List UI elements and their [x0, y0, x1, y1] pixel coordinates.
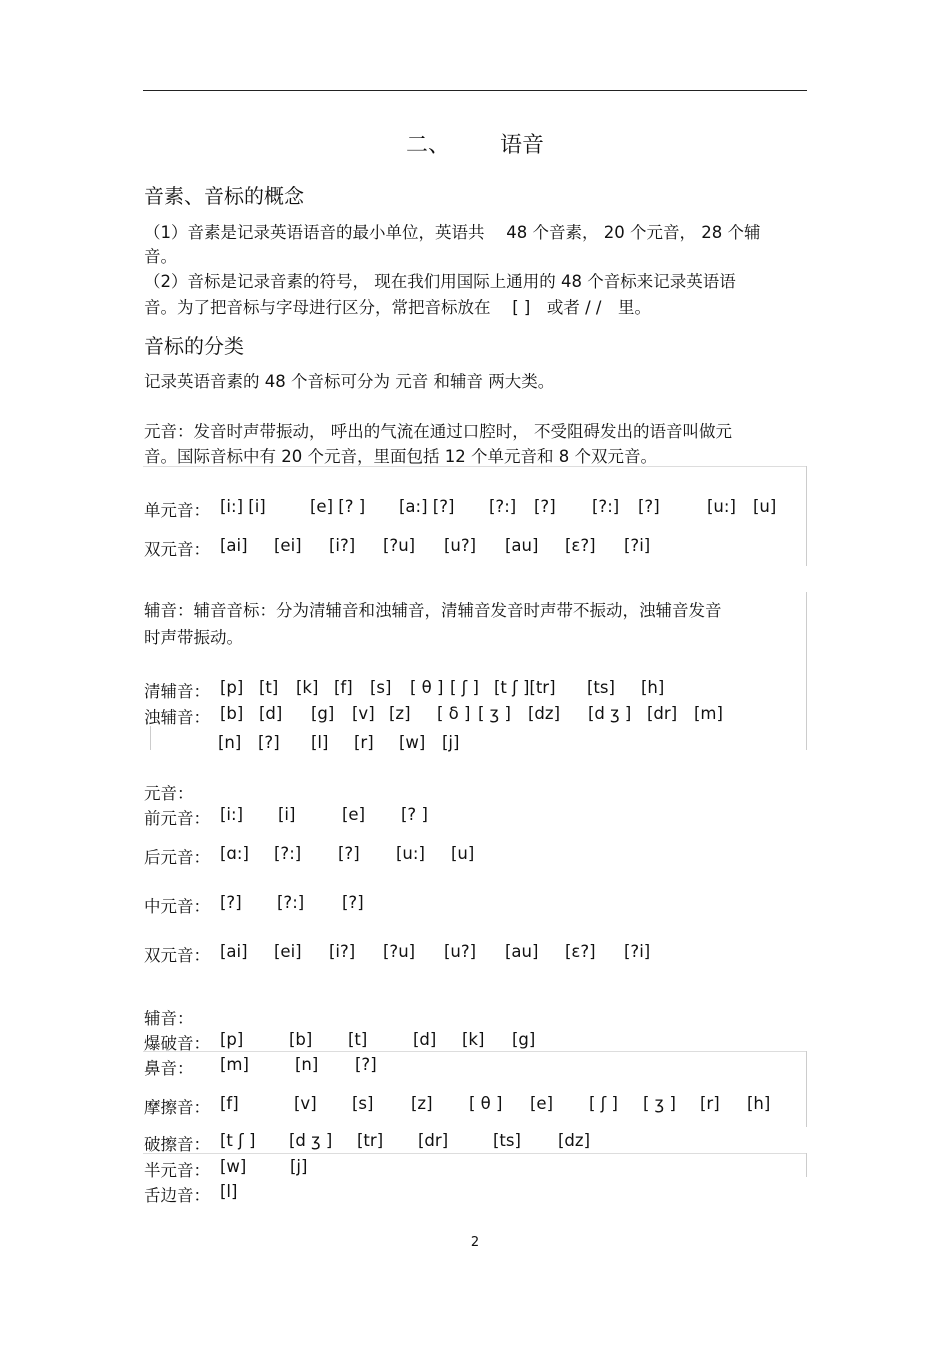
vd2-5: [j] — [442, 733, 460, 752]
vl-9: [h] — [641, 678, 665, 697]
section1-p2-line1: （2）音标是记录音素的符号， 现在我们用国际上通用的 48 个音标来记录英语语 — [144, 272, 736, 291]
section1-p2-line2: 音。为了把音标与字母进行区分，常把音标放在 [ ] 或者 / / 里。 — [144, 298, 651, 317]
vl-6: [ ʃ ] — [450, 678, 479, 697]
consonant-table-right — [806, 592, 807, 750]
vd2-3: [r] — [354, 733, 374, 752]
fri-2: [s] — [352, 1094, 374, 1113]
mono-3: [?:] — [489, 497, 517, 516]
page-number: 2 — [470, 1235, 480, 1250]
plo-4: [k] — [462, 1030, 485, 1049]
mono-2: [a:] [?] — [399, 497, 455, 516]
vl-3: [f] — [334, 678, 353, 697]
fri-9: [h] — [747, 1094, 771, 1113]
voiced-label: 浊辅音： — [144, 708, 210, 727]
front-2: [e] — [342, 805, 366, 824]
diph-4: [u?] — [444, 536, 477, 555]
nas-0: [m] — [220, 1055, 249, 1074]
vowel-groups-heading: 元音： — [144, 784, 194, 803]
lateral-label: 舌边音： — [144, 1186, 210, 1205]
section2-heading: 音标的分类 — [144, 334, 244, 358]
vd-6: [ ʒ ] — [478, 704, 511, 723]
dg-4: [u?] — [444, 942, 477, 961]
vl-4: [s] — [370, 678, 392, 697]
vd-7: [dz] — [528, 704, 561, 723]
section1-p1-line2: 音。 — [144, 247, 177, 266]
back-label: 后元音： — [144, 848, 210, 867]
plo-1: [b] — [289, 1030, 313, 1049]
fricative-label: 摩擦音： — [144, 1098, 210, 1117]
vl-2: [k] — [296, 678, 319, 697]
aff-1: [d ʒ ] — [289, 1131, 333, 1150]
vd-1: [d] — [259, 704, 283, 723]
plo-3: [d] — [413, 1030, 437, 1049]
front-1: [i] — [278, 805, 296, 824]
dg-5: [au] — [505, 942, 539, 961]
vl-8: [ts] — [587, 678, 615, 697]
diphthong-label: 双元音： — [144, 540, 210, 559]
vd2-2: [l] — [311, 733, 329, 752]
page-title — [0, 128, 950, 159]
section1-heading: 音素、音标的概念 — [144, 184, 304, 208]
fri-8: [r] — [700, 1094, 720, 1113]
aff-2: [tr] — [357, 1131, 384, 1150]
back-4: [u] — [451, 844, 475, 863]
fri-4: [ θ ] — [469, 1094, 503, 1113]
nas-1: [n] — [295, 1055, 319, 1074]
vowel-table-right — [806, 466, 807, 566]
vowel-table-top — [143, 466, 807, 467]
title-part1: 二、 — [405, 133, 450, 158]
vd-3: [v] — [352, 704, 375, 723]
consonant-groups-heading: 辅音： — [144, 1009, 194, 1028]
vd-2: [g] — [311, 704, 335, 723]
diph-2: [i?] — [329, 536, 356, 555]
fri-1: [v] — [294, 1094, 317, 1113]
mono-6: [?] — [638, 497, 660, 516]
vowel-desc-line2: 音。国际音标中有 20 个元音，里面包括 12 个单元音和 8 个双元音。 — [144, 447, 657, 466]
dg-0: [ai] — [220, 942, 248, 961]
vl-5: [ θ ] — [410, 678, 444, 697]
diph-5: [au] — [505, 536, 539, 555]
row-marker — [150, 726, 151, 750]
lat-0: [l] — [220, 1182, 238, 1201]
voiceless-label: 清辅音： — [144, 682, 210, 701]
aff-5: [dz] — [558, 1131, 591, 1150]
diph-3: [?u] — [383, 536, 416, 555]
fri-0: [f] — [220, 1094, 239, 1113]
vd-4: [z] — [389, 704, 411, 723]
vl-1: [t] — [259, 678, 279, 697]
dg-3: [?u] — [383, 942, 416, 961]
consonant-intro-line2: 时声带振动。 — [144, 628, 243, 647]
dg-1: [ei] — [274, 942, 302, 961]
plosive-label: 爆破音： — [144, 1034, 210, 1053]
diph-1: [ei] — [274, 536, 302, 555]
plo-2: [t] — [348, 1030, 368, 1049]
fri-5: [e] — [530, 1094, 554, 1113]
semi-1: [j] — [290, 1157, 308, 1176]
vl-7: [t ʃ ][tr] — [494, 678, 556, 697]
title-part2: 语音 — [500, 133, 545, 158]
section2-intro: 记录英语音素的 48 个音标可分为 元音 和辅音 两大类。 — [144, 372, 555, 391]
fri-6: [ ʃ ] — [589, 1094, 618, 1113]
mono-8: [u] — [753, 497, 777, 516]
fri-3: [z] — [411, 1094, 433, 1113]
back-0: [ɑ:] — [220, 844, 249, 863]
nasal-label: 鼻音： — [144, 1059, 194, 1078]
vd2-0: [n] — [218, 733, 242, 752]
monophthong-label: 单元音： — [144, 501, 210, 520]
back-3: [u:] — [396, 844, 425, 863]
affricate-label: 破擦音： — [144, 1135, 210, 1154]
vd-10: [m] — [694, 704, 723, 723]
fri-7: [ ʒ ] — [643, 1094, 676, 1113]
aff-0: [t ʃ ] — [220, 1131, 256, 1150]
vd-9: [dr] — [647, 704, 678, 723]
semi-0: [w] — [220, 1157, 247, 1176]
mono-7: [u:] — [707, 497, 736, 516]
vd-0: [b] — [220, 704, 244, 723]
semivowel-box-right — [806, 1153, 807, 1177]
central-2: [?] — [342, 893, 364, 912]
front-3: [? ] — [401, 805, 428, 824]
diph-group-label: 双元音： — [144, 946, 210, 965]
dg-6: [ε?] — [565, 942, 596, 961]
plo-5: [g] — [512, 1030, 536, 1049]
nas-2: [?] — [355, 1055, 377, 1074]
diph-6: [ε?] — [565, 536, 596, 555]
header-rule — [143, 90, 807, 91]
mono-0: [i:] [i] — [220, 497, 266, 516]
aff-4: [ts] — [493, 1131, 521, 1150]
mono-5: [?:] — [592, 497, 620, 516]
vd-8: [d ʒ ] — [588, 704, 632, 723]
central-label: 中元音： — [144, 897, 210, 916]
vd2-4: [w] — [399, 733, 426, 752]
dg-7: [?i] — [624, 942, 651, 961]
front-0: [i:] — [220, 805, 244, 824]
diph-7: [?i] — [624, 536, 651, 555]
dg-2: [i?] — [329, 942, 356, 961]
semivowel-rule — [143, 1153, 807, 1154]
front-label: 前元音： — [144, 809, 210, 828]
diph-0: [ai] — [220, 536, 248, 555]
semivowel-label: 半元音： — [144, 1161, 210, 1180]
vowel-desc-line1: 元音：发音时声带振动， 呼出的气流在通过口腔时， 不受阻碍发出的语音叫做元 — [144, 422, 732, 441]
aff-3: [dr] — [418, 1131, 449, 1150]
consonant-intro-line1: 辅音：辅音音标：分为清辅音和浊辅音，清辅音发音时声带不振动，浊辅音发音 — [144, 601, 722, 620]
back-1: [?:] — [274, 844, 302, 863]
mono-1: [e] [? ] — [310, 497, 366, 516]
section1-p1-line1: （1）音素是记录英语语音的最小单位，英语共 48 个音素， 20 个元音， 28 个辅 — [144, 223, 761, 242]
central-0: [?] — [220, 893, 242, 912]
back-2: [?] — [338, 844, 360, 863]
plo-0: [p] — [220, 1030, 244, 1049]
vd2-1: [?] — [258, 733, 280, 752]
vd-5: [ δ ] — [437, 704, 471, 723]
central-1: [?:] — [277, 893, 305, 912]
mono-4: [?] — [534, 497, 556, 516]
nasal-box-right — [806, 1051, 807, 1127]
vl-0: [p] — [220, 678, 244, 697]
nasal-rule — [143, 1051, 807, 1052]
